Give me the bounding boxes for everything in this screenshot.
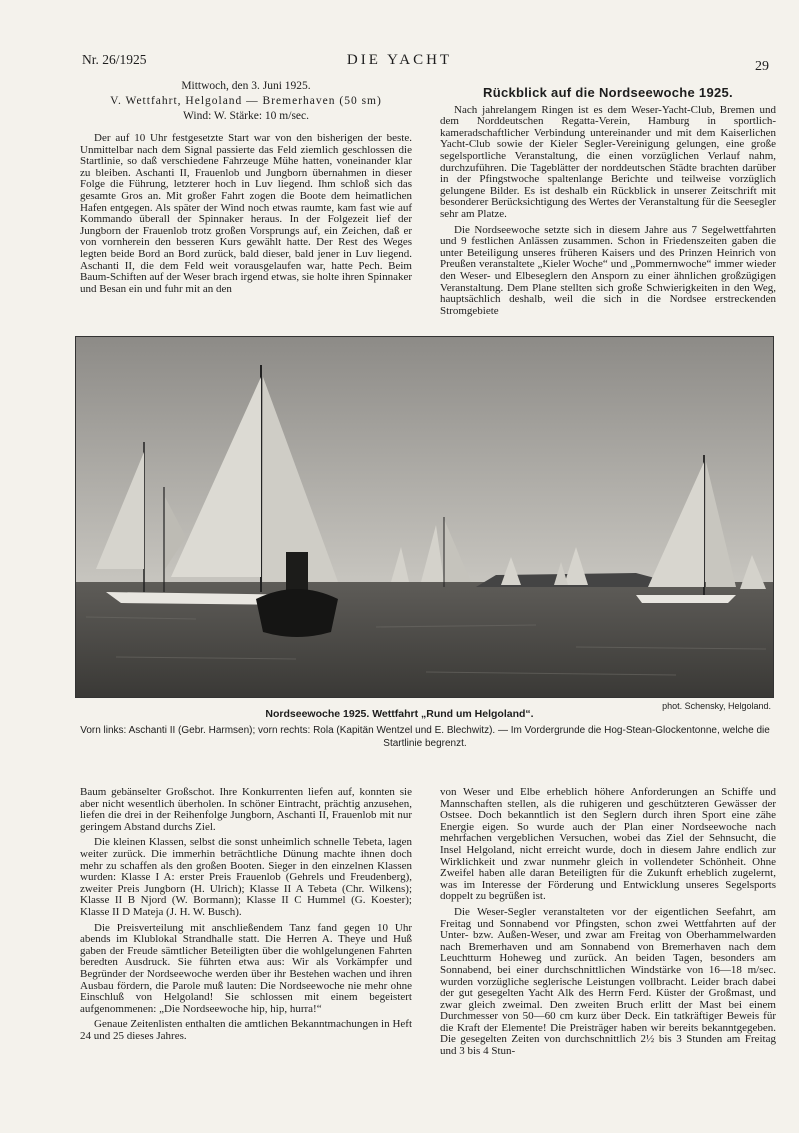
- race-paragraph: Die Preisverteilung mit anschließendem Tanz fand gegen 10 Uhr abends im Klublokal Strandhalle statt. Die Herren A. Theye und Huß gaben der Freude sämtlicher Beteiligten über die wohlgelungenen Fahrten beredten Ausdruck. Sie führten etwa aus: Wir als Vorkämpfer und Begründer der Nordseewoche werden über ihr Bestehen wachen und ihren Ausbau fördern, die Parole muß lauten: Die Nordseewoche nie mehr ohne Einschluß von Helgoland! Sie schlossen mit einem begeistert aufgenommenen: „Die Nordseewoche hip, hip, hurra!“: [80, 921, 412, 1015]
- photo-credit: phot. Schensky, Helgoland.: [662, 701, 771, 711]
- race-report-top: [80, 79, 412, 299]
- race-paragraph: Die kleinen Klassen, selbst die sonst unheimlich schnelle Tebeta, lagen weiter zurück. Die immerhin beträchtliche Dünung machte ihnen doch mehr zu schaffen als den großen Booten. Sieger in den einzelnen Klassen wurden: Klasse I A: erster Preis Frauenlob (Gehrels und Freudenberg), zweiter Preis Jungborn (H. Ulrich); Klasse II A Tebeta (Chr. Wilkens); Klasse II B Njord (W. Bormann); Klasse II C Hummel (G. Koester); Klasse II D Mateja (J. H. W. Busch).: [80, 836, 412, 918]
- article-title: Rückblick auf die Nordseewoche 1925.: [483, 85, 733, 100]
- race-heading: [80, 79, 412, 124]
- race-wind: Wind: W. Stärke: 10 m/sec.: [182, 110, 310, 122]
- article-top: [440, 79, 776, 321]
- race-paragraph: Genaue Zeitenlisten enthalten die amtlichen Bekanntmachungen in Heft 24 und 25 dieses Jahres.: [80, 1018, 412, 1042]
- race-date: Mittwoch, den 3. Juni 1925.: [181, 80, 311, 92]
- page-number: 29: [755, 59, 769, 74]
- issue-number: Nr. 26/1925: [82, 52, 147, 67]
- race-title: V. Wettfahrt, Helgoland — Bremerhaven (50 sm): [110, 95, 382, 107]
- journal-title: DIE YACHT: [346, 52, 453, 68]
- race-report-bottom: [80, 787, 412, 1046]
- article-paragraph: Nach jahrelangem Ringen ist es dem Weser-Yacht-Club, Bremen und dem Norddeutschen Regatta-Verein, Hamburg in sportlich-kameradschaftlicher Verbindung untereinander und mit dem Kaiserlichen Yacht-Club sowie der Kieler Segler-Vereinigung gelungen, eine große segelsportliche Veranstaltung, die einen vorzüglichen Verlauf nahm, durchzuführen. Die Tageblätter der norddeutschen Städte brachten darüber in der Pfingstwoche spaltenlange Berichte und teilweise vorzüglich gelungene Bilder. Es ist deshalb ein Rückblick in unserer Zeitschrift mit besonderer Berücksichtigung des Wertes der Veranstaltung für die Seesegler sehr am Platze.: [440, 103, 776, 220]
- regatta-photograph: [75, 336, 774, 698]
- figure-caption-body: Vorn links: Aschanti II (Gebr. Harmsen); vorn rechts: Rola (Kapitän Wentzel und E. Blechwitz). — Im Vordergrunde die Hog-Stean-Glockentonne, welche die Startlinie begrenzt.: [80, 725, 770, 749]
- article-paragraph: Die Weser-Segler veranstalteten vor der eigentlichen Seefahrt, am Freitag und Sonnabend vor Pfingsten, schon zwei Wettfahrten auf der Unter- bzw. Außen-Weser, und zwar am Freitag von Oberhammelwarden nach Bremerhaven und am Sonnabend von Bremerhaven nach dem Leuchtturm Hoheweg und zurück. An beiden Tagen, besonders am Sonnabend, bei einer durchschnittlichen Windstärke von 16—18 m/sec. wurden vorzügliche seglerische Leistungen vollbracht. Leider brach dabei der gut gesegelten Yacht Alk des Herrn Ferd. Küster der Großmast, und zwar gleich zweimal. Den zweiten Bruch erlitt der Mast bei einem Durchmesser von 50—60 cm kurz über Deck. Ein tatkräftiger Beweis für die Kraft der Elemente! Die Preisträger haben wir bereits bekanntgegeben. Die gesegelten Zeiten von durchschnittlich 2½ bis 3 Stunden am Freitag und 3 bis 4 Stun-: [440, 905, 776, 1058]
- article-bottom: [440, 787, 776, 1062]
- article-paragraph: von Weser und Elbe erheblich höhere Anforderungen an Schiffe und Mannschaften stellen, als die ruhigeren und geschützteren Gewässer der Ostsee. Doch bekanntlich ist den Seglern durch ihren Sport eine zähe Energie eigen. So wurde auch der Plan einer Nordseewoche nach mehrfachen vergeblichen Versuchen, wobei das Ziel der Sehnsucht, die Insel Helgoland, nicht erreicht wurde, doch in diesem Jahre endlich zur Wirklichkeit und zwar nunmehr gleich in vollendeter Schönheit. Ohne Zweifel haben alle daran Beteiligten für die Zukunft erheblich zugelernt, was im Interesse der Förderung und Entwicklung unseres Segelsports doppelt zu begrüßen ist.: [440, 786, 776, 903]
- race-paragraph: Baum gebänselter Großschot. Ihre Konkurrenten liefen auf, konnten sie aber nicht wesentlich überholen. In schöner Eintracht, prächtig anzusehen, liefen die drei in der Reihenfolge Jungborn, Aschanti II, Frauenlob mit nur geringem Abstand durchs Ziel.: [80, 786, 412, 833]
- figure-caption-title: Nordseewoche 1925. Wettfahrt „Rund um Helgoland“.: [265, 708, 534, 720]
- article-paragraph: Die Nordseewoche setzte sich in diesem Jahre aus 7 Segelwettfahrten und 9 festlichen Anlässen zusammen. Schon in Friedenszeiten gaben die unter Beteiligung unseres früheren Kaisers und des Prinzen Heinrich von Preußen veranstaltete „Kieler Woche“ und „Pommernwoche“ immer wieder den Weser- und Elbeseglern den Ansporn zu einer ähnlichen großzügigen Veranstaltung. Dem Plane stellten sich große Schwierigkeiten in den Weg, hauptsächlich deshalb, weil die sich in die Nordsee erstreckenden Stromgebiete: [440, 223, 776, 317]
- race-paragraph: Der auf 10 Uhr festgesetzte Start war von den bisherigen der beste. Unmittelbar nach dem Signal passierte das Feld ziemlich geschlossen die Startlinie, so daß verschiedene Fahrzeuge Mühe hatten, voneinander klar zu bleiben. Aschanti II, Frauenlob und Jungborn übernahmen in dieser Folge die Führung, letzterer hoch in Luv liegend. Ihm schloß sich das gesamte Gros an. Mit großer Fahrt zogen die Boote dem heimatlichen Hafen entgegen. Als später der Wind noch etwas raumte, kam fast wie auf Kommando überall der Spinnaker heraus. In der Folgezeit lief der Jungborn der Frauenlob trotz großen Vorsprungs auf, ein Zeichen, daß er von vornherein den besseren Kurs gewählt hatte. Der Rest des Weges legten beide Bord an Bord zurück, bald dieser, bald jener in Luv liegend. Aschanti II, die dem Feld weit vorausgelaufen war, hatte Pech. Beim Baum-Schiften auf der Weser brach irgend etwas, sie holte ihren Spinnaker und Besan ein und fuhr mit an den: [80, 132, 412, 295]
